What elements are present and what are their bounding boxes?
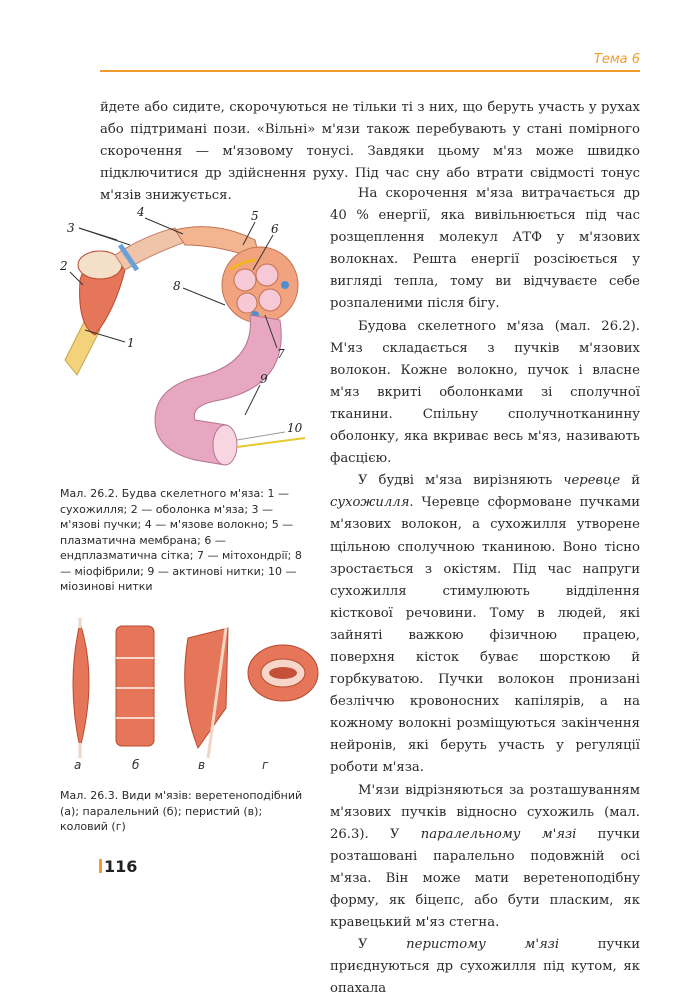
skeletal-muscle-figure: [55, 200, 320, 480]
label-10: 10: [287, 421, 303, 435]
page-number-bar: [99, 859, 102, 873]
label-4: 4: [137, 205, 145, 219]
text-span: й: [620, 473, 641, 489]
paragraph-belly-tendon: [330, 470, 640, 779]
term-belly: черевце: [563, 473, 621, 489]
label-7: 7: [277, 347, 285, 361]
circular-centre: [269, 667, 297, 679]
actin-filament: [237, 432, 285, 440]
paragraph-structure: Будова скелетного м'яза (мал. 26.2). М'яз складається з пучків м'язових волокон. Кожне волокно, пучок і власне м'яз вкриті оболонками зі сполучної тканини. Спільну сполучнотканинну оболонку, яка вкриває весь м'яз, називають фасцією.: [330, 318, 640, 467]
label-1: 1: [127, 336, 135, 350]
paragraph-pennate: [330, 934, 640, 1000]
myofibril-circle: [237, 293, 257, 313]
parallel-muscle: [116, 626, 154, 746]
paragraph-muscle-types: [330, 780, 640, 935]
tube-end: [213, 425, 237, 465]
text-span: пучки розташовані паралельно подовжній осі м'яза. Він може мати веретеноподібну форму, як біцепс, або бути пласким, як кравецький м'яз стегна.: [330, 826, 640, 931]
pennate-muscle: [185, 628, 228, 748]
label-9: 9: [260, 372, 268, 386]
text-span: пучки приєднуються др сухожилля під кутом, як опахала: [330, 937, 640, 997]
topic-label: Тема 6: [593, 52, 640, 67]
fusiform-muscle: [73, 623, 89, 748]
text-span: У: [358, 937, 407, 953]
figure-label-a: а: [74, 758, 82, 772]
term-tendon: сухожилля: [330, 495, 410, 511]
myosin-filament: [237, 438, 305, 447]
intro-text: йдете або сидите, скорочуються не тільки ті з них, що беруть участь у рухах або підтримані пози. «Вільні» м'язи також перебувають у стані помірного скорочення — м'язовому тонусі. Завдяки цьому м'яз може швидко підключитися др здійснення руху. Під час сну або втрати свідмості тонус м'язів знижується.: [100, 100, 640, 203]
term-parallel: паралельному м'язі: [420, 826, 577, 842]
term-pennate: перистому м'язі: [406, 937, 560, 953]
label-5: 5: [251, 209, 259, 223]
figure-label-d: г: [262, 758, 269, 772]
paragraph-energy: На скорочення м'яза витрачається др 40 % енергії, яка вивільнюється під час розщеплення молекул АТФ у м'язових волокнах. Решта енергії розсіюється у вигляді тепла, тому ви відчуваєте себе розпаленими після бігу.: [330, 186, 640, 312]
figure-26-2-caption: Мал. 26.2. Будва скелетного м'яза: 1 — сухожилля; 2 — оболонка м'яза; 3 — м'язові пучки; 4 — м'язове волокно; 5 — плазматична мембрана; 6 — ендплазматична сітка; 7 — мітохондрії; 8 — міофібрили; 9 — актинові нитки; 10 — міозинові нитки: [60, 487, 302, 593]
header-rule: [100, 70, 640, 72]
myofibril-circle: [256, 264, 278, 286]
label-3: 3: [67, 221, 75, 235]
muscle-types-figure: [58, 618, 320, 778]
text-span: . Черевце сформоване пучками м'язових волокон, а сухожилля утворене щільною сполучною тканиною. Воно тісно зростається з окістям. Під час напруги сухожилля стимулюють відділення кісткової речовини. Тому в людей, які зайняті важкою фізичною працею, поверхня кісток буває шорсткою й горбкуватою. Пучки волокон пронизані безліччю кровоносних капілярів, а на кожному волокні розміщуються закінчення нейронів, які беруть участь у регуляції роботи м'яза.: [330, 495, 640, 776]
figure-label-c: в: [198, 758, 206, 772]
figure-label-b: б: [132, 758, 140, 772]
mitochondria-dot: [281, 281, 289, 289]
figure-26-3-caption: Мал. 26.3. Види м'язів: веретеноподібний (а); паралельний (б); перистий (в); коловий (г): [60, 789, 303, 833]
label-8: 8: [173, 279, 181, 293]
myofibril-circle: [234, 269, 256, 291]
text-span: У будві м'яза вирізняють: [358, 473, 564, 489]
label-6: 6: [271, 222, 279, 236]
text-span: М'язи відрізняються за розташуванням м'язових пучків відносно сухожиль (мал. 26.3). У: [330, 782, 640, 842]
label-2: 2: [60, 259, 68, 273]
right-column: [330, 183, 640, 1000]
myofibril-circle: [259, 289, 281, 311]
page-number: 116: [104, 857, 138, 876]
